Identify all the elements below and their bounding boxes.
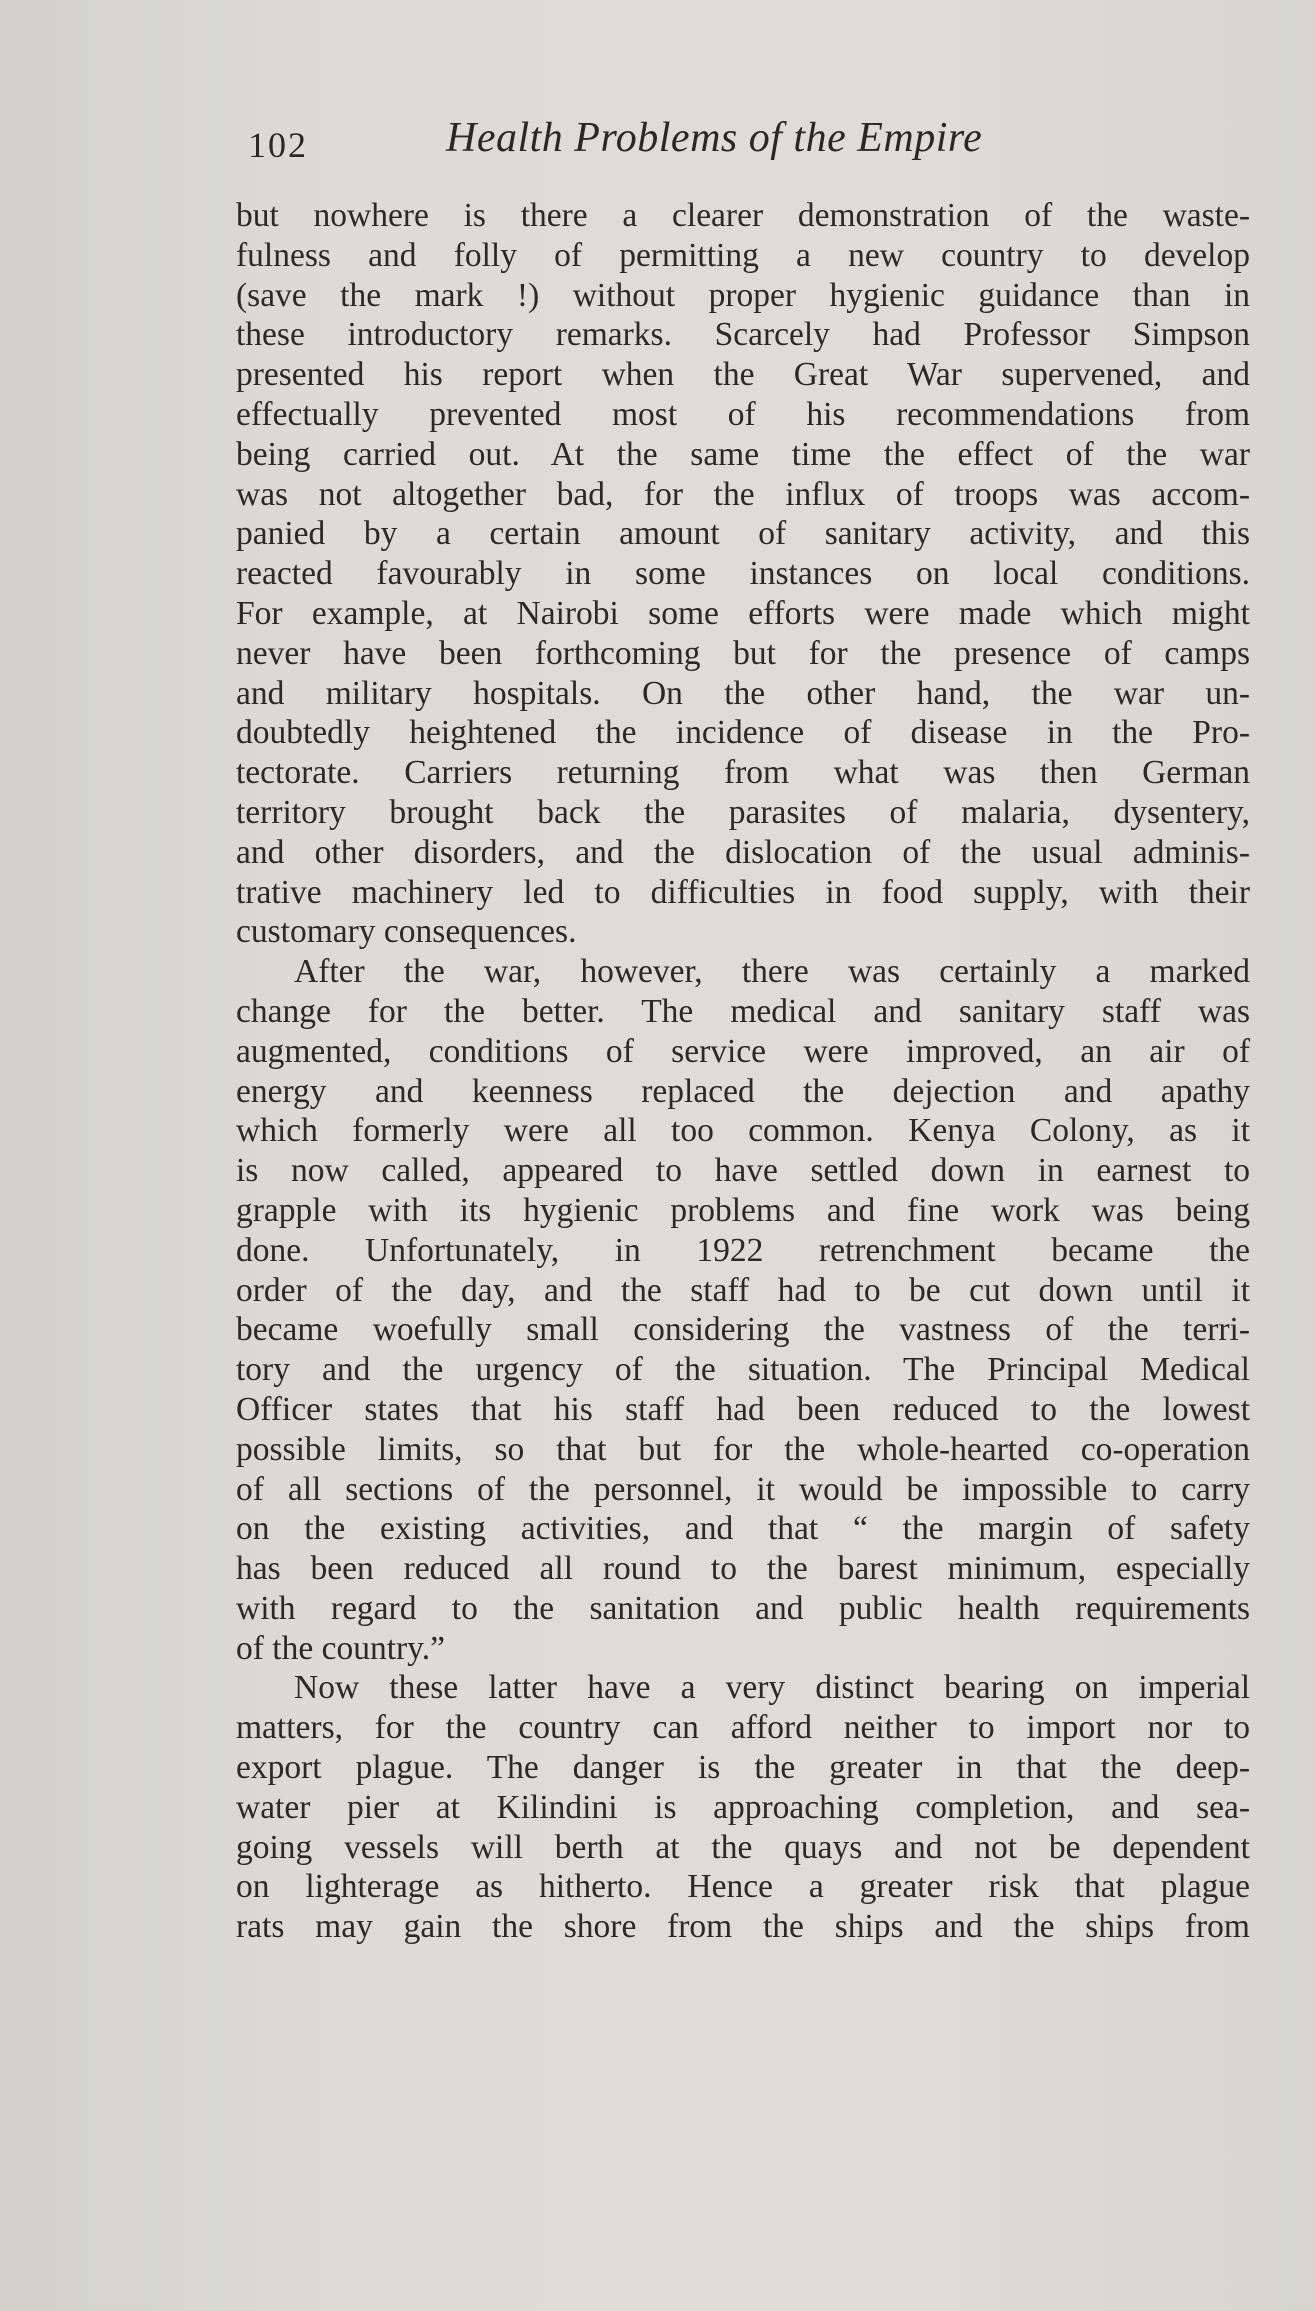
- text-line: trative machinery led to difficulties in food supply, with their: [236, 873, 1250, 911]
- text-line: on the existing activities, and that “ the margin of safety: [236, 1510, 1250, 1548]
- text-line: panied by a certain amount of sanitary activity, and this: [236, 515, 1250, 553]
- text-line: grapple with its hygienic problems and fine work was being: [236, 1191, 1250, 1229]
- running-title: Health Problems of the Empire: [446, 115, 983, 161]
- text-line: Officer states that his staff had been reduced to the lowest: [236, 1390, 1250, 1428]
- text-line: these introductory remarks. Scarcely had Professor Simpson: [236, 316, 1250, 354]
- text-line: For example, at Nairobi some efforts were made which might: [236, 594, 1250, 632]
- text-line: became woefully small considering the vastness of the terri-: [236, 1311, 1250, 1349]
- text-line: (save the mark !) without proper hygienic guidance than in: [236, 276, 1250, 314]
- text-line: and other disorders, and the dislocation of the usual adminis-: [236, 833, 1250, 871]
- text-line: energy and keenness replaced the dejection and apathy: [236, 1072, 1250, 1110]
- text-line: change for the better. The medical and sanitary staff was: [236, 992, 1250, 1030]
- text-line: After the war, however, there was certainly a marked: [294, 953, 1250, 991]
- text-line: tory and the urgency of the situation. The Principal Medical: [236, 1351, 1250, 1389]
- text-line: which formerly were all too common. Kenya Colony, as it: [236, 1112, 1250, 1150]
- text-line: customary consequences.: [236, 913, 577, 951]
- text-line: tectorate. Carriers returning from what was then German: [236, 754, 1250, 792]
- text-line: rats may gain the shore from the ships and the ships from: [236, 1908, 1250, 1946]
- text-line: going vessels will berth at the quays and not be dependent: [236, 1828, 1250, 1866]
- text-line: with regard to the sanitation and public health requirements: [236, 1589, 1250, 1627]
- text-line: order of the day, and the staff had to be cut down until it: [236, 1271, 1250, 1309]
- paragraph-3: [236, 1668, 1250, 1947]
- text-line: on lighterage as hitherto. Hence a greater risk that plague: [236, 1868, 1250, 1906]
- text-line: has been reduced all round to the barest minimum, especially: [236, 1550, 1250, 1588]
- page-number: 102: [248, 125, 308, 165]
- text-line: water pier at Kilindini is approaching completion, and sea-: [236, 1788, 1250, 1826]
- text-line: possible limits, so that but for the whole-hearted co-operation: [236, 1430, 1250, 1468]
- text-line: Now these latter have a very distinct bearing on imperial: [294, 1669, 1250, 1707]
- running-head: [248, 114, 1068, 174]
- text-line: of all sections of the personnel, it would be impossible to carry: [236, 1470, 1250, 1508]
- text-line: territory brought back the parasites of malaria, dysentery,: [236, 793, 1250, 831]
- paragraph-2: [236, 952, 1250, 1668]
- text-line: reacted favourably in some instances on local conditions.: [236, 555, 1250, 593]
- body-text: [236, 196, 1250, 1947]
- text-line: doubtedly heightened the incidence of disease in the Pro-: [236, 714, 1250, 752]
- text-line: augmented, conditions of service were improved, an air of: [236, 1032, 1250, 1070]
- paragraph-1: [236, 196, 1250, 952]
- text-line: never have been forthcoming but for the presence of camps: [236, 634, 1250, 672]
- text-line: is now called, appeared to have settled down in earnest to: [236, 1152, 1250, 1190]
- text-line: being carried out. At the same time the effect of the war: [236, 435, 1250, 473]
- text-line: done. Unfortunately, in 1922 retrenchment became the: [236, 1231, 1250, 1269]
- text-line: effectually prevented most of his recommendations from: [236, 395, 1250, 433]
- text-line: but nowhere is there a clearer demonstration of the waste-: [236, 197, 1250, 234]
- text-line: export plague. The danger is the greater in that the deep-: [236, 1749, 1250, 1787]
- text-line: of the country.”: [236, 1629, 445, 1667]
- text-line: was not altogether bad, for the influx of troops was accom-: [236, 475, 1250, 513]
- text-line: fulness and folly of permitting a new country to develop: [236, 236, 1250, 274]
- text-line: matters, for the country can afford neither to import nor to: [236, 1709, 1250, 1747]
- text-line: and military hospitals. On the other hand, the war un-: [236, 674, 1250, 712]
- text-line: presented his report when the Great War supervened, and: [236, 356, 1250, 394]
